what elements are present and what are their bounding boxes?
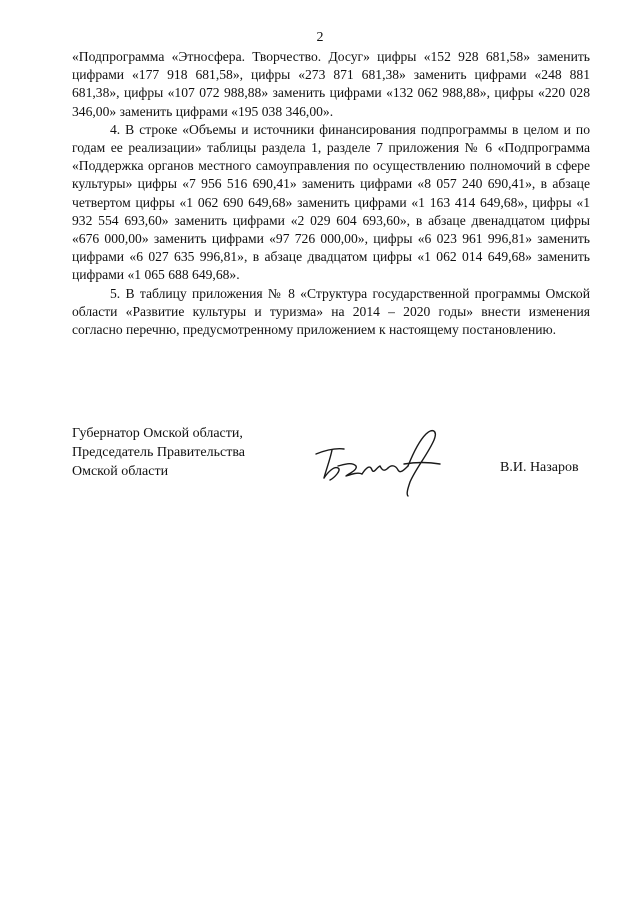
handwritten-signature-icon (312, 420, 452, 500)
signatory-title-line-1: Губернатор Омской области, (72, 426, 243, 441)
paragraph-1: «Подпрограмма «Этносфера. Творчество. Досуг» цифры «152 928 681,58» заменить цифрами «177 918 681,58», цифры «273 871 681,38» заменить цифрами «248 881 681,38», цифры «107 072 988,88» заменить цифрами «132 062 988,88», цифры «220 028 346,00» заменить цифрами «195 038 346,00». (72, 49, 590, 119)
paragraph-2: 4. В строке «Объемы и источники финансирования подпрограммы в целом и по годам ее реализации» таблицы раздела 1, разделе 7 приложения № 6 «Подпрограмма «Поддержка органов местного самоуправления по осуществлению полномочий в сфере культуры» цифры «7 956 516 690,41» заменить цифрами «8 057 240 690,41», в абзаце четвертом цифры «1 062 690 649,68» заменить цифрами «1 163 414 649,68», цифры «1 932 554 693,60» заменить цифрами «2 029 604 693,60», в абзаце двенадцатом цифры «676 000,00» заменить цифрами «97 726 000,00», цифры «6 023 961 996,81» заменить цифрами «6 027 635 996,81», в абзаце двадцатом цифры «1 062 014 649,68» заменить цифрами «1 065 688 649,68». (72, 121, 590, 283)
page-number: 2 (316, 30, 324, 45)
paragraph-3: 5. В таблицу приложения № 8 «Структура государственной программы Омской области «Развитие культуры и туризма» на 2014 – 2020 годы» внести изменения согласно перечню, предусмотренному приложением к настоящему постановлению. (72, 285, 590, 338)
signer-name: В.И. Назаров (500, 460, 579, 475)
signatory-title (72, 424, 245, 481)
signatory-title-line-2: Председатель Правительства (72, 445, 245, 460)
signatory-title-line-3: Омской области (72, 464, 169, 479)
document-body (72, 48, 590, 339)
